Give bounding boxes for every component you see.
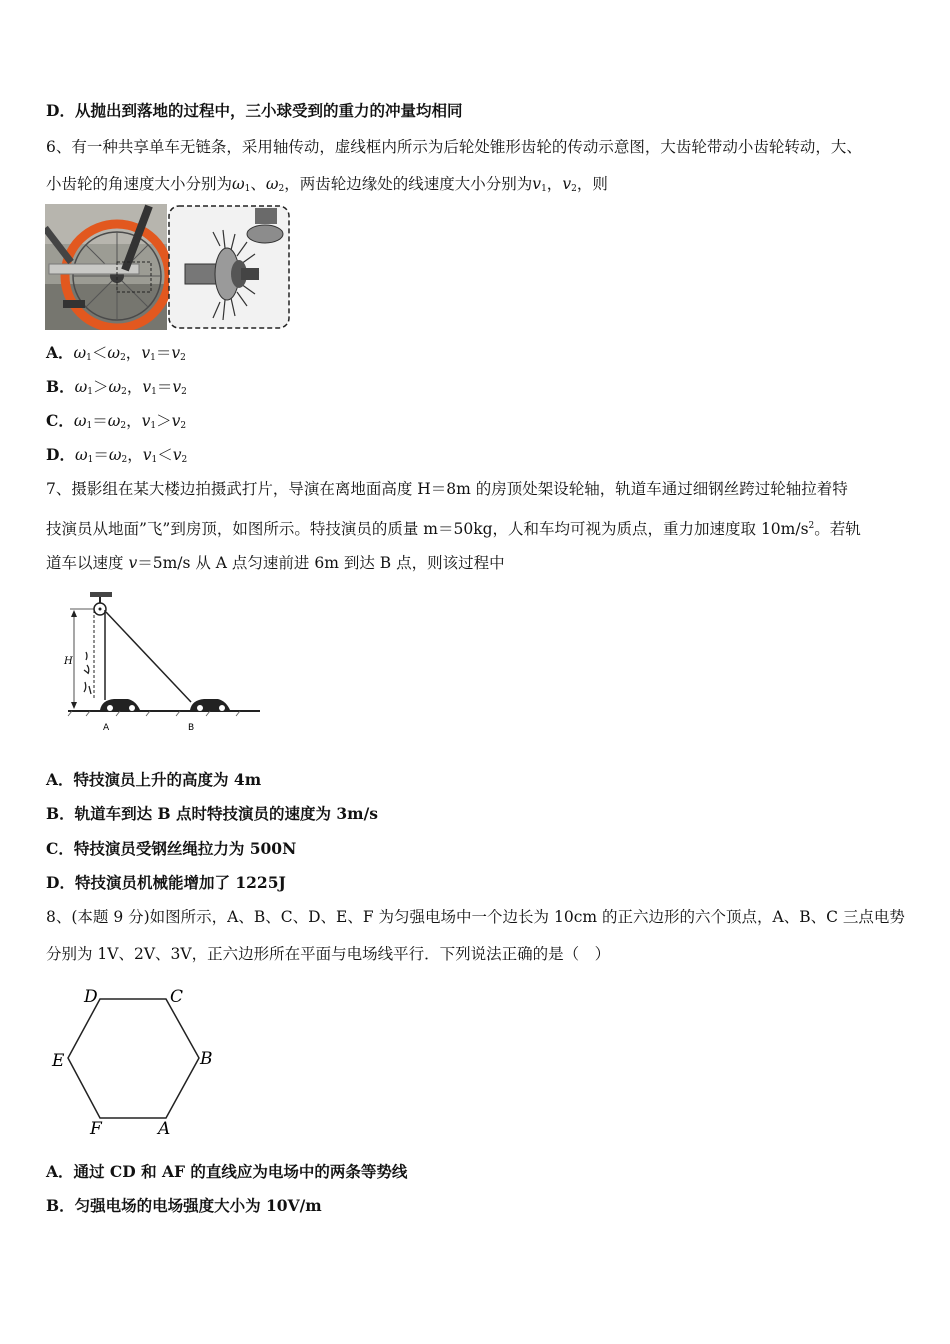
- q7-option-c: C．特技演员受钢丝绳拉力为 500N: [46, 839, 297, 858]
- height-label: H: [64, 656, 73, 667]
- hexagon-shape: [68, 999, 199, 1118]
- q5-option-d: D．从抛出到落地的过程中，三小球受到的重力的冲量均相同: [46, 101, 463, 120]
- vertex-e-label: E: [52, 1051, 65, 1071]
- q8-option-a: A．通过 CD 和 AF 的直线应为电场中的两条等势线: [46, 1162, 408, 1181]
- q6-option-d: D．$\omega_1=\omega_2$，$v_1<v_2$: [46, 445, 188, 465]
- q7-option-b: B．轨道车到达 B 点时特技演员的速度为 3m/s: [46, 804, 378, 823]
- bike-gear-illustration: [45, 204, 291, 330]
- q8-option-b: B．匀强电场的电场强度大小为 10V/m: [46, 1196, 322, 1215]
- q6-option-a: A．$\omega_1<\omega_2$，$v_1=v_2$: [46, 343, 186, 363]
- pulley-track-diagram: [60, 590, 266, 740]
- q6-option-c: C．$\omega_1=\omega_2$，$v_1>v_2$: [46, 411, 187, 431]
- stuntman-figure: [84, 652, 91, 694]
- q6-stem-line1: 6、有一种共享单车无链条，采用轴传动，虚线框内所示为后轮处锥形齿轮的传动示意图，大齿轮带动小齿轮转动，大、: [46, 138, 862, 156]
- vertex-c-label: C: [170, 987, 184, 1007]
- vertex-f-label: F: [90, 1119, 102, 1138]
- q7-stem-line1: 7、摄影组在某大楼边拍摄武打片，导演在离地面高度 H＝8m 的房顶处架设轮轴，轨道车通过细钢丝跨过轮轴拉着特: [46, 480, 848, 498]
- point-a-label: A: [103, 723, 110, 733]
- hexagon-diagram: [46, 982, 226, 1138]
- q8-stem-line2: 分别为 1V、2V、3V，正六边形所在平面与电场线平行．下列说法正确的是（ ）: [46, 945, 611, 963]
- vertex-b-label: B: [200, 1049, 213, 1069]
- q7-option-a: A．特技演员上升的高度为 4m: [46, 770, 262, 789]
- q6-option-b: B．$\omega_1>\omega_2$，$v_1=v_2$: [46, 377, 187, 397]
- pulley-figure: [60, 590, 266, 740]
- q7-option-d: D．特技演员机械能增加了 1225J: [46, 873, 286, 892]
- q6-stem-line2: 小齿轮的角速度大小分别为$\omega_1$、$\omega_2$，两齿轮边缘处的线速度大小分别为$v_1$，$v_2$，则: [46, 175, 608, 194]
- q8-stem-line1: 8、(本题 9 分)如图所示，A、B、C、D、E、F 为匀强电场中一个边长为 10cm 的正六边形的六个顶点，A、B、C 三点电势: [46, 908, 905, 926]
- vertex-d-label: D: [84, 987, 98, 1007]
- q7-stem-line2: 技演员从地面”飞”到房顶，如图所示。特技演员的质量 m＝50kg，人和车均可视为质点，重力加速度取 $10m/s^2$。若轨: [46, 520, 861, 538]
- bike-gear-figure: [45, 204, 291, 330]
- q7-stem-line3: 道车以速度 v＝5m/s 从 A 点匀速前进 6m 到达 B 点，则该过程中: [46, 554, 505, 572]
- hexagon-figure: [46, 982, 226, 1138]
- point-b-label: B: [188, 723, 195, 733]
- vertex-a-label: A: [158, 1119, 171, 1138]
